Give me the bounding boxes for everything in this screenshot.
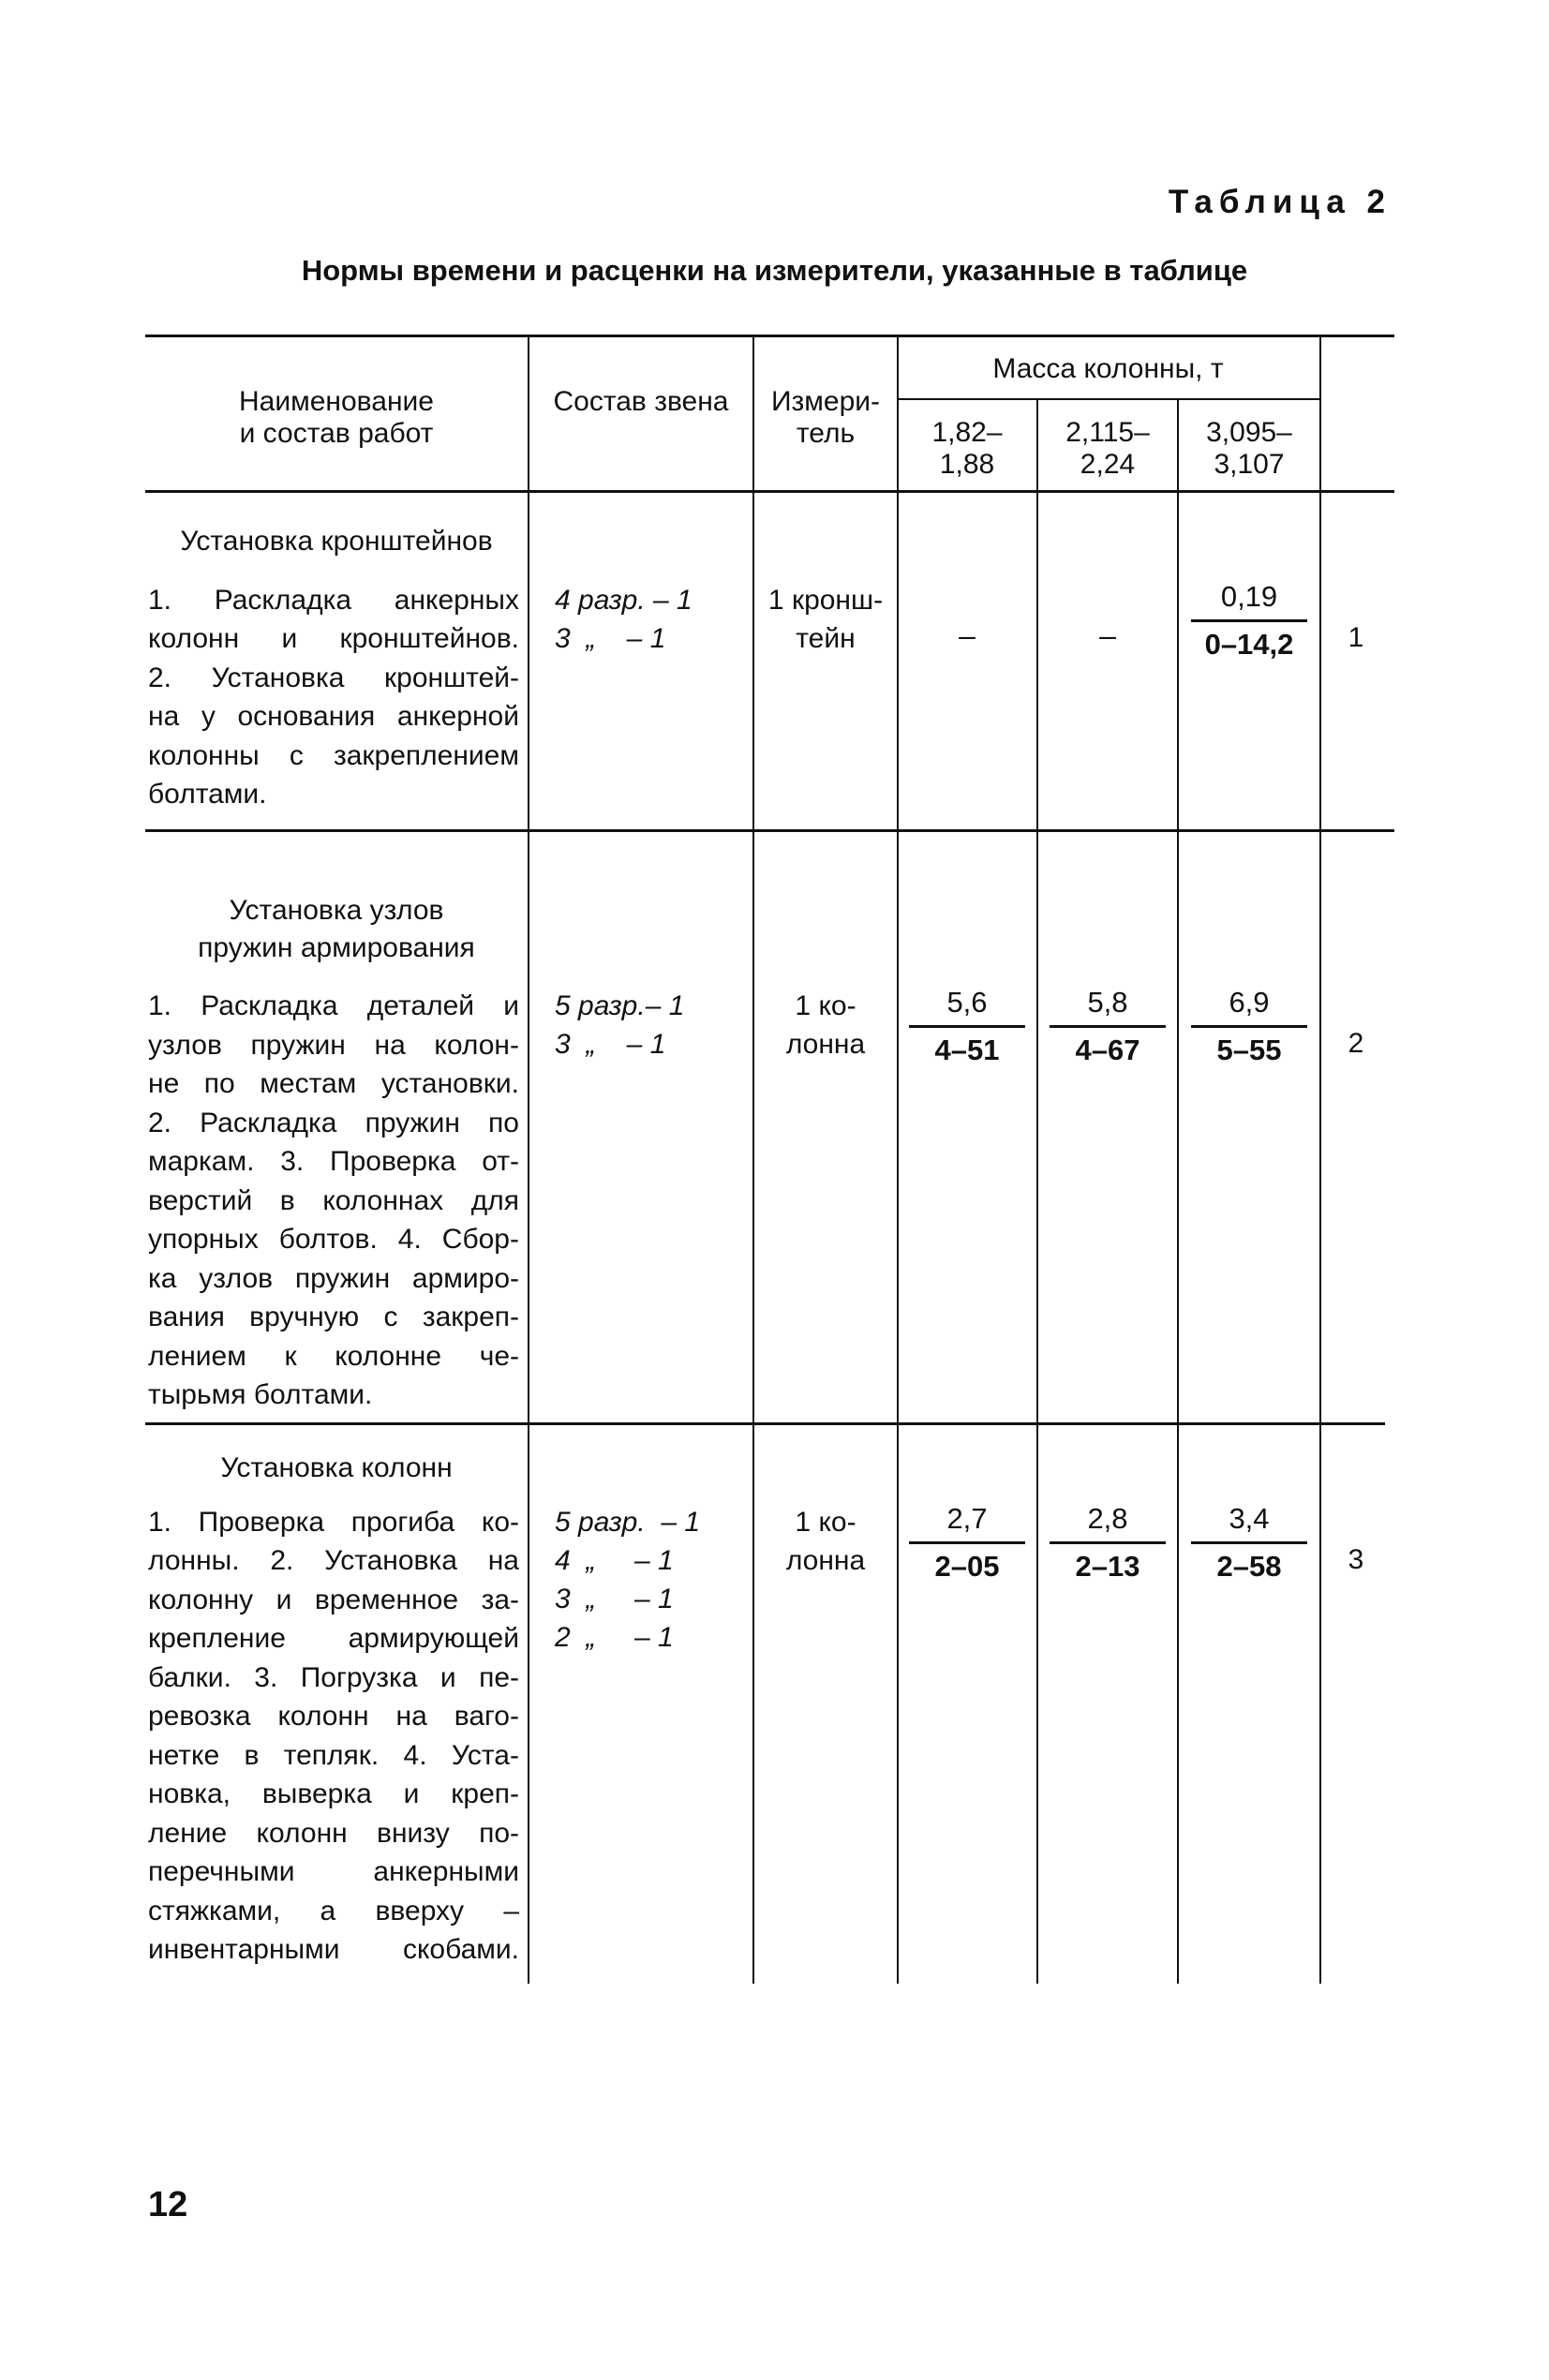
header-name-line2: и состав работ (239, 418, 434, 449)
row3-body-line: новка, выверка и креп- (148, 1778, 519, 1809)
row1-mass3-value (1191, 578, 1307, 663)
row1-body-line: 1. Раскладка анкерных (148, 585, 519, 616)
row3-body-line: крепление армирующей (148, 1623, 519, 1654)
col-divider-mass3 (1319, 335, 1321, 1984)
row3-mass1-value (909, 1500, 1025, 1585)
row3-body-line: ревозка колонн на ваго- (148, 1701, 519, 1732)
row1-body-line: на у основания анкерной (148, 701, 519, 732)
header-mass-col1 (898, 417, 1036, 481)
crew-line: 3 „ – 1 (555, 1029, 666, 1060)
row1-title (145, 523, 528, 560)
crew-line: 4 „ – 1 (555, 1545, 674, 1576)
row2-title-line: Установка узлов (229, 895, 444, 926)
col-divider-name (528, 335, 529, 1984)
row2-body-line: упорных болтов. 4. Сбор- (148, 1224, 519, 1255)
mass-col1-line1: 1,82– (931, 417, 1003, 448)
row3-unit (754, 1503, 897, 1580)
row3-number: 3 (1348, 1544, 1364, 1575)
row2-title-line: пружин армирования (198, 932, 475, 963)
header-mass-col2 (1038, 417, 1177, 481)
row3-body-line: колонну и временное за- (148, 1584, 519, 1615)
rate-value: 2–05 (934, 1550, 1000, 1583)
header-crew (529, 386, 752, 418)
crew-line: 3 „ – 1 (555, 1584, 674, 1614)
row3-body-line: балки. 3. Погрузка и пе- (148, 1662, 519, 1693)
row2-body-line: тырьмя болтами. (148, 1379, 373, 1410)
row2-mass2-value (1050, 984, 1166, 1069)
row1-bottom-rule (145, 829, 1394, 832)
header-mass (897, 353, 1319, 385)
norm-value: 2,7 (909, 1500, 1025, 1544)
row2-bottom-rule (145, 1422, 1385, 1425)
row2-body-line: узлов пружин на колон- (148, 1030, 519, 1061)
mass-col3-line1: 3,095– (1206, 417, 1292, 448)
mass-col2-line2: 2,24 (1080, 449, 1136, 480)
row3-body-line: перечными анкерными (148, 1856, 519, 1887)
header-mass-label: Масса колонны, т (992, 353, 1224, 384)
row3-mass2-value (1050, 1500, 1166, 1585)
rate-value: 2–13 (1075, 1550, 1140, 1583)
row2-unit (754, 987, 897, 1064)
mass-col1-line2: 1,88 (939, 449, 995, 480)
crew-line: 5 разр.– 1 (555, 990, 685, 1021)
row3-body-line: 1. Проверка прогиба ко- (148, 1507, 519, 1538)
norm-value: 2,8 (1050, 1500, 1166, 1544)
header-crew-label: Состав звена (553, 386, 729, 417)
unit-line: лонна (785, 1545, 866, 1576)
row2-mass1-value (909, 984, 1025, 1069)
row2-title (145, 892, 528, 967)
row2-body-line: 1. Раскладка деталей и (148, 990, 519, 1021)
norm-value: 6,9 (1191, 984, 1307, 1028)
norm-value: 0,19 (1191, 578, 1307, 622)
row2-body-line: не по местам установки. (148, 1068, 519, 1099)
rate-value: 5–55 (1216, 1034, 1282, 1066)
row3-body-line: инвентарными скобами. (148, 1934, 519, 1965)
mass-col2-line1: 2,115– (1065, 417, 1150, 448)
row2-body-line: верстий в колоннах для (148, 1185, 519, 1216)
page-number: 12 (148, 2185, 188, 2224)
header-unit (754, 386, 897, 450)
crew-line: 3 „ – 1 (555, 623, 666, 654)
row2-number: 2 (1348, 1028, 1364, 1059)
row1-body-line: колонн и кронштейнов. (148, 623, 519, 654)
unit-line: 1 ко- (795, 1507, 856, 1538)
table-top-rule (145, 335, 1394, 337)
header-mass-col3 (1179, 417, 1319, 481)
crew-line: 4 разр. – 1 (555, 585, 693, 616)
col-divider-unit (897, 335, 899, 1984)
header-unit-line2: тель (796, 418, 856, 449)
unit-line: тейн (796, 623, 856, 654)
header-unit-line1: Измери- (770, 386, 881, 417)
row2-body-line: 2. Раскладка пружин по (148, 1108, 519, 1138)
row3-body-line: ление колонн внизу по- (148, 1818, 519, 1849)
row3-body-line: лонны. 2. Установка на (148, 1545, 519, 1576)
row1-mass2-dash: – (1099, 618, 1116, 652)
table-label: Таблица 2 (1168, 184, 1392, 220)
rate-value: 2–58 (1216, 1550, 1282, 1583)
unit-line: 1 кронш- (767, 585, 884, 616)
row1-title-line: Установка кронштейнов (180, 526, 493, 557)
crew-line: 2 „ – 1 (555, 1622, 674, 1653)
row1-body-line: колонны с закреплением (148, 740, 519, 771)
header-bottom-rule (145, 490, 1394, 493)
row1-mass1-dash: – (959, 618, 976, 652)
crew-line: 5 разр. – 1 (555, 1507, 701, 1538)
row3-title-line: Установка колонн (220, 1452, 453, 1483)
header-name (145, 386, 528, 450)
mass-header-rule (897, 398, 1319, 400)
row3-body-line: стяжками, а вверху – (148, 1896, 519, 1926)
norm-value: 5,8 (1050, 984, 1166, 1028)
row2-body-line: вания вручную с закреп- (148, 1302, 519, 1332)
row2-mass3-value (1191, 984, 1307, 1069)
row2-body-line: ка узлов пружин армиро- (148, 1263, 519, 1294)
row3-crew (555, 1503, 723, 1657)
unit-line: 1 ко- (795, 990, 856, 1021)
norm-value: 5,6 (909, 984, 1025, 1028)
row1-crew (555, 581, 723, 658)
mass-col3-line2: 3,107 (1214, 449, 1285, 480)
rate-value: 4–67 (1075, 1034, 1140, 1066)
row1-body-line: 2. Установка кронштей- (148, 662, 519, 693)
row2-body-line: лением к колонне че- (148, 1341, 519, 1372)
row3-title (145, 1450, 528, 1487)
page-title: Нормы времени и расценки на измерители, указанные в таблице (301, 254, 1248, 287)
row2-body-line: маркам. 3. Проверка от- (148, 1146, 519, 1177)
row3-body-line: нетке в тепляк. 4. Уста- (148, 1740, 519, 1771)
row1-unit (754, 581, 897, 658)
rate-value: 4–51 (934, 1034, 1000, 1066)
rate-value: 0–14,2 (1204, 628, 1294, 661)
norm-value: 3,4 (1191, 1500, 1307, 1544)
col-divider-mass2 (1177, 398, 1179, 1984)
row1-body-line: болтами. (148, 779, 267, 810)
row3-mass3-value (1191, 1500, 1307, 1585)
row1-number: 1 (1348, 622, 1364, 653)
header-name-line1: Наименование (239, 386, 434, 417)
unit-line: лонна (785, 1029, 866, 1060)
row2-crew (555, 987, 723, 1064)
